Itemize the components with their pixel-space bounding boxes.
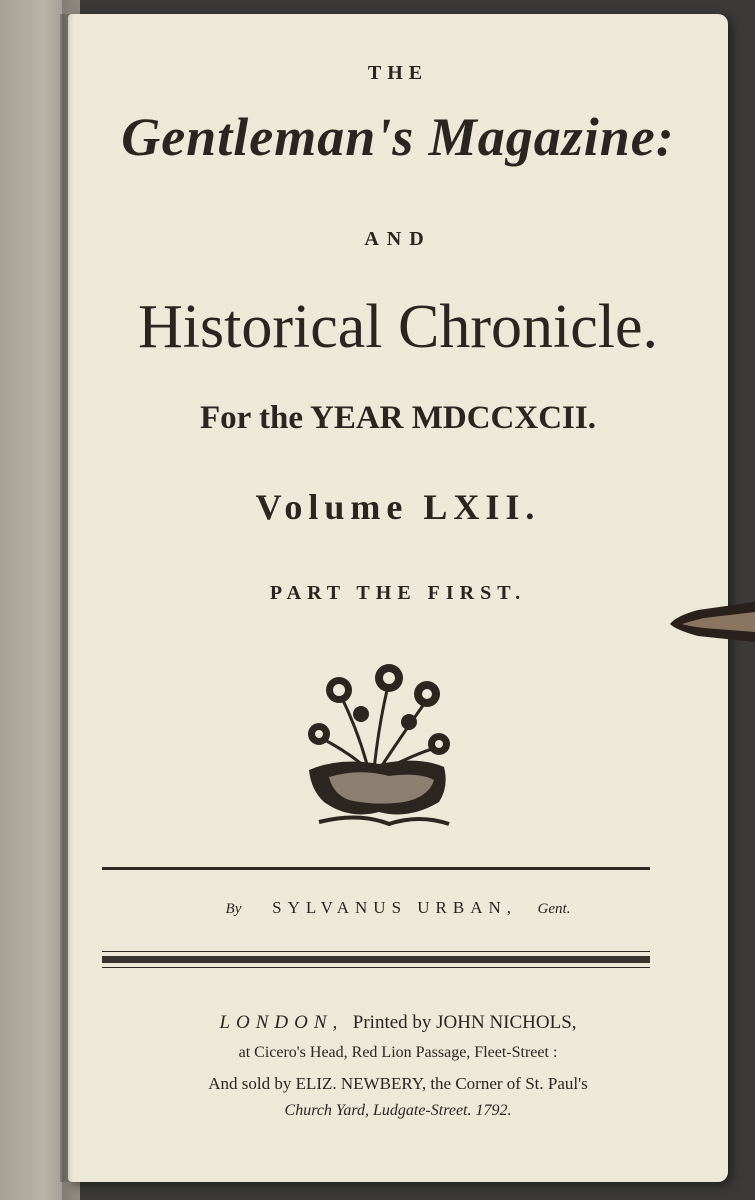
year-line: For the YEAR MDCCXCII.	[200, 400, 596, 436]
imprint-printed: Printed by JOHN NICHOLS,	[352, 1012, 577, 1033]
magazine-title: Gentleman's Magazine:	[121, 107, 675, 167]
flower-bouquet-in-hand-icon	[299, 652, 459, 832]
chronicle-subtitle: Historical Chronicle.	[138, 293, 658, 361]
top-rule	[102, 867, 650, 870]
imprint-location: at Cicero's Head, Red Lion Passage, Fleet-Street :	[238, 1044, 558, 1061]
title-page	[68, 14, 728, 1182]
author-suffix: Gent.	[537, 901, 571, 917]
author-name: SYLVANUS URBAN,	[272, 898, 518, 917]
imprint-church-year: Church Yard, Ludgate-Street. 1792.	[284, 1102, 512, 1119]
double-rule-thick	[102, 956, 650, 963]
imprint-city: LONDON,	[219, 1012, 344, 1033]
gutter-shadow	[60, 14, 74, 1182]
imprint-sold: And sold by ELIZ. NEWBERY, the Corner of St. Paul's	[208, 1074, 588, 1093]
pen-nib-icon	[668, 598, 755, 648]
double-rule-top	[102, 951, 650, 952]
part-line: PART THE FIRST.	[269, 582, 527, 604]
author-line	[68, 898, 728, 918]
the-label: THE	[367, 62, 429, 84]
author-by: By	[225, 901, 242, 917]
volume-line: Volume LXII.	[255, 487, 541, 527]
double-rule-bottom	[102, 967, 650, 968]
and-label: AND	[364, 228, 432, 250]
imprint-line	[68, 1012, 728, 1034]
